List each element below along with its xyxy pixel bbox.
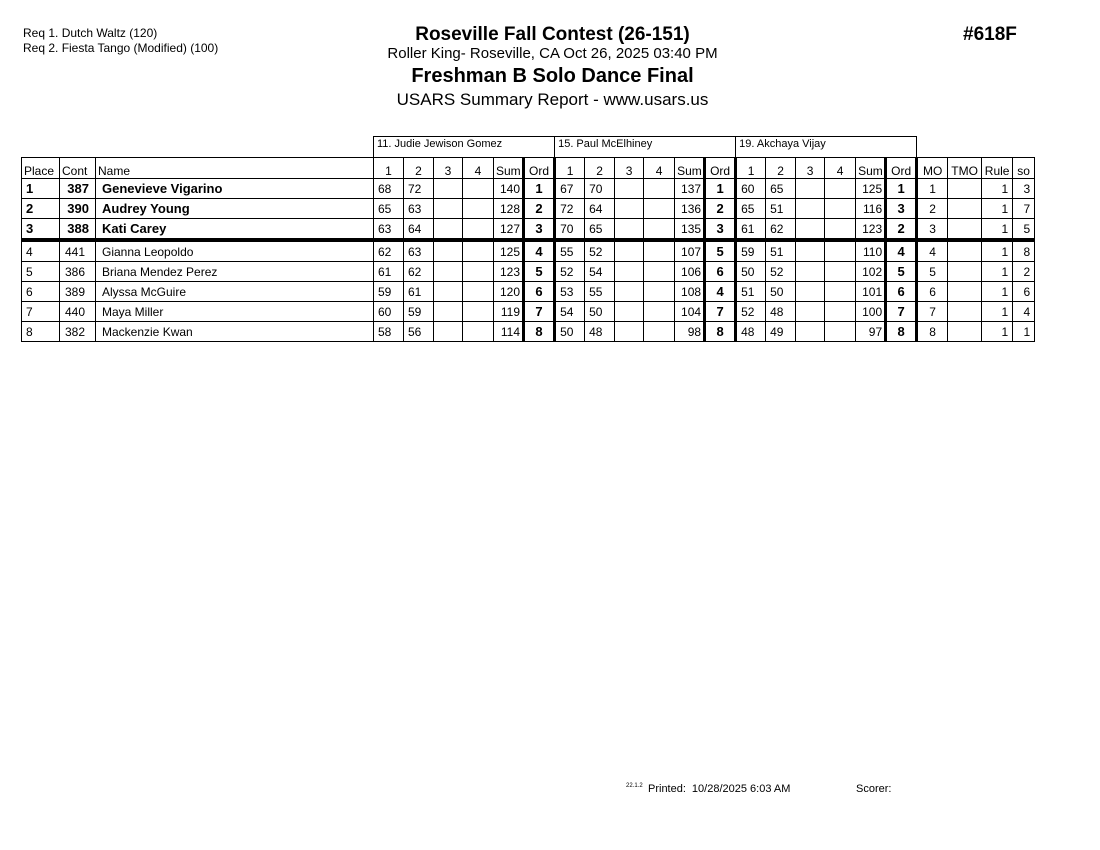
judge-1-name: 11. Judie Jewison Gomez [374, 137, 555, 158]
cell-c3 [796, 240, 825, 262]
cell-rule: 1 [982, 199, 1013, 219]
cell-b2: 70 [585, 179, 615, 199]
cell-tmo [948, 199, 982, 219]
cell-b4 [644, 282, 675, 302]
cell-cord: 6 [886, 282, 917, 302]
cell-cont: 441 [60, 240, 96, 262]
cell-aord: 8 [524, 322, 555, 342]
cell-b4 [644, 219, 675, 241]
cell-bsum: 137 [675, 179, 705, 199]
col-so: so [1013, 158, 1035, 179]
cell-b4 [644, 240, 675, 262]
cell-a2: 56 [404, 322, 434, 342]
cell-bsum: 104 [675, 302, 705, 322]
cell-c4 [825, 262, 856, 282]
cell-so: 2 [1013, 262, 1035, 282]
cell-csum: 102 [856, 262, 886, 282]
cell-b1: 67 [555, 179, 585, 199]
cell-bord: 4 [705, 282, 736, 302]
cell-c4 [825, 322, 856, 342]
table-row [22, 302, 1035, 322]
table-row [22, 262, 1035, 282]
cell-place: 5 [22, 262, 60, 282]
cell-tmo [948, 179, 982, 199]
cell-mo: 2 [917, 199, 948, 219]
cell-name: Audrey Young [96, 199, 374, 219]
cell-b3 [615, 262, 644, 282]
cell-cont: 440 [60, 302, 96, 322]
cell-aord: 3 [524, 219, 555, 241]
cell-so: 1 [1013, 322, 1035, 342]
cell-bord: 5 [705, 240, 736, 262]
col-j3-4: 4 [825, 158, 856, 179]
cell-a2: 61 [404, 282, 434, 302]
cell-mo: 7 [917, 302, 948, 322]
result-rows [22, 179, 1035, 342]
col-j1-2: 2 [404, 158, 434, 179]
cell-b1: 55 [555, 240, 585, 262]
cell-c1: 50 [736, 262, 766, 282]
judge-3-name: 19. Akchaya Vijay [736, 137, 917, 158]
cell-tmo [948, 302, 982, 322]
cell-a1: 61 [374, 262, 404, 282]
cell-cord: 7 [886, 302, 917, 322]
col-j1-sum: Sum [494, 158, 524, 179]
cell-c3 [796, 282, 825, 302]
cell-aord: 1 [524, 179, 555, 199]
cell-cont: 382 [60, 322, 96, 342]
cell-c2: 51 [766, 240, 796, 262]
cell-tmo [948, 282, 982, 302]
cell-b3 [615, 240, 644, 262]
cell-tmo [948, 219, 982, 241]
cell-asum: 119 [494, 302, 524, 322]
cell-b4 [644, 322, 675, 342]
cell-b3 [615, 179, 644, 199]
cell-b1: 54 [555, 302, 585, 322]
cell-csum: 116 [856, 199, 886, 219]
col-j3-sum: Sum [856, 158, 886, 179]
cell-cord: 3 [886, 199, 917, 219]
cell-b4 [644, 179, 675, 199]
cell-csum: 123 [856, 219, 886, 241]
cell-a4 [463, 302, 494, 322]
cell-bsum: 135 [675, 219, 705, 241]
cell-tmo [948, 262, 982, 282]
cell-c2: 50 [766, 282, 796, 302]
cell-cont: 388 [60, 219, 96, 241]
cell-cont: 387 [60, 179, 96, 199]
col-j1-ord: Ord [524, 158, 555, 179]
cell-a1: 62 [374, 240, 404, 262]
cell-name: Briana Mendez Perez [96, 262, 374, 282]
report-title: USARS Summary Report - www.usars.us [396, 90, 709, 109]
cell-bord: 3 [705, 219, 736, 241]
col-j2-ord: Ord [705, 158, 736, 179]
cell-b3 [615, 199, 644, 219]
cell-rule: 1 [982, 282, 1013, 302]
cell-asum: 140 [494, 179, 524, 199]
col-rule: Rule [982, 158, 1013, 179]
cell-a4 [463, 282, 494, 302]
cell-c4 [825, 219, 856, 241]
col-j3-ord: Ord [886, 158, 917, 179]
cell-mo: 3 [917, 219, 948, 241]
cell-b3 [615, 282, 644, 302]
cell-csum: 125 [856, 179, 886, 199]
cell-mo: 1 [917, 179, 948, 199]
cell-a2: 63 [404, 240, 434, 262]
cell-c3 [796, 302, 825, 322]
cell-b1: 70 [555, 219, 585, 241]
cell-aord: 2 [524, 199, 555, 219]
cell-a4 [463, 199, 494, 219]
cell-c2: 51 [766, 199, 796, 219]
cell-a1: 60 [374, 302, 404, 322]
col-j1-3: 3 [434, 158, 463, 179]
cell-c1: 51 [736, 282, 766, 302]
contest-title: Roseville Fall Contest (26-151) [415, 24, 690, 45]
cell-a3 [434, 240, 463, 262]
cell-name: Mackenzie Kwan [96, 322, 374, 342]
cell-mo: 8 [917, 322, 948, 342]
cell-c2: 65 [766, 179, 796, 199]
cell-bsum: 108 [675, 282, 705, 302]
software-version: 22.1.2 [626, 783, 643, 789]
cell-c2: 48 [766, 302, 796, 322]
cell-rule: 1 [982, 219, 1013, 241]
cell-b2: 48 [585, 322, 615, 342]
col-j3-1: 1 [736, 158, 766, 179]
cell-asum: 127 [494, 219, 524, 241]
col-j3-3: 3 [796, 158, 825, 179]
cell-mo: 6 [917, 282, 948, 302]
event-code: #618F [963, 24, 1017, 45]
cell-cord: 2 [886, 219, 917, 241]
cell-c3 [796, 322, 825, 342]
event-title: Freshman B Solo Dance Final [411, 65, 694, 87]
cell-b2: 50 [585, 302, 615, 322]
printed-timestamp [648, 782, 790, 796]
cell-cord: 4 [886, 240, 917, 262]
cell-a3 [434, 179, 463, 199]
cell-c3 [796, 262, 825, 282]
cell-bsum: 106 [675, 262, 705, 282]
cell-asum: 114 [494, 322, 524, 342]
cell-a3 [434, 199, 463, 219]
cell-a2: 72 [404, 179, 434, 199]
table-row [22, 219, 1035, 241]
cell-b4 [644, 302, 675, 322]
col-j1-1: 1 [374, 158, 404, 179]
cell-name: Gianna Leopoldo [96, 240, 374, 262]
cell-asum: 120 [494, 282, 524, 302]
cell-a2: 64 [404, 219, 434, 241]
cell-c3 [796, 179, 825, 199]
cell-b3 [615, 302, 644, 322]
cell-a3 [434, 219, 463, 241]
cell-place: 8 [22, 322, 60, 342]
cell-cord: 5 [886, 262, 917, 282]
requirement-1: Req 1. Dutch Waltz (120) [23, 26, 158, 40]
cell-so: 5 [1013, 219, 1035, 241]
cell-a4 [463, 179, 494, 199]
cell-a1: 63 [374, 219, 404, 241]
cell-name: Alyssa McGuire [96, 282, 374, 302]
cell-a3 [434, 262, 463, 282]
cell-c2: 52 [766, 262, 796, 282]
cell-a4 [463, 219, 494, 241]
printed-label: Printed: [648, 783, 686, 795]
cell-b2: 55 [585, 282, 615, 302]
cell-place: 6 [22, 282, 60, 302]
cell-c2: 62 [766, 219, 796, 241]
cell-asum: 128 [494, 199, 524, 219]
col-cont: Cont [60, 158, 96, 179]
cell-c4 [825, 179, 856, 199]
cell-rule: 1 [982, 262, 1013, 282]
cell-bord: 1 [705, 179, 736, 199]
col-mo: MO [917, 158, 948, 179]
cell-aord: 4 [524, 240, 555, 262]
table-row [22, 240, 1035, 262]
cell-a1: 59 [374, 282, 404, 302]
cell-b1: 50 [555, 322, 585, 342]
cell-bord: 7 [705, 302, 736, 322]
cell-a1: 58 [374, 322, 404, 342]
results-table [21, 136, 1035, 342]
cell-c1: 65 [736, 199, 766, 219]
cell-c1: 60 [736, 179, 766, 199]
printed-value: 10/28/2025 6:03 AM [691, 783, 791, 795]
cell-tmo [948, 240, 982, 262]
cell-rule: 1 [982, 240, 1013, 262]
col-j3-2: 2 [766, 158, 796, 179]
cell-aord: 5 [524, 262, 555, 282]
cell-rule: 1 [982, 302, 1013, 322]
cell-bord: 8 [705, 322, 736, 342]
cell-a3 [434, 282, 463, 302]
cell-b2: 64 [585, 199, 615, 219]
cell-c3 [796, 219, 825, 241]
cell-csum: 110 [856, 240, 886, 262]
cell-so: 4 [1013, 302, 1035, 322]
col-j2-3: 3 [615, 158, 644, 179]
cell-rule: 1 [982, 179, 1013, 199]
cell-c4 [825, 199, 856, 219]
cell-c1: 59 [736, 240, 766, 262]
cell-a2: 62 [404, 262, 434, 282]
cell-a3 [434, 302, 463, 322]
cell-b2: 65 [585, 219, 615, 241]
cell-place: 1 [22, 179, 60, 199]
cell-c2: 49 [766, 322, 796, 342]
cell-csum: 100 [856, 302, 886, 322]
cell-c4 [825, 240, 856, 262]
cell-b1: 72 [555, 199, 585, 219]
cell-place: 3 [22, 219, 60, 241]
table-row [22, 179, 1035, 199]
cell-cont: 386 [60, 262, 96, 282]
cell-b1: 53 [555, 282, 585, 302]
cell-b3 [615, 219, 644, 241]
judge-2-name: 15. Paul McElhiney [555, 137, 736, 158]
col-place: Place [22, 158, 60, 179]
cell-name: Kati Carey [96, 219, 374, 241]
col-name: Name [96, 158, 374, 179]
cell-so: 6 [1013, 282, 1035, 302]
cell-bsum: 136 [675, 199, 705, 219]
cell-place: 7 [22, 302, 60, 322]
cell-aord: 6 [524, 282, 555, 302]
cell-c1: 52 [736, 302, 766, 322]
cell-a2: 59 [404, 302, 434, 322]
cell-cont: 389 [60, 282, 96, 302]
cell-a1: 65 [374, 199, 404, 219]
cell-tmo [948, 322, 982, 342]
col-j1-4: 4 [463, 158, 494, 179]
cell-b4 [644, 262, 675, 282]
cell-a4 [463, 322, 494, 342]
cell-place: 2 [22, 199, 60, 219]
requirement-2: Req 2. Fiesta Tango (Modified) (100) [23, 41, 219, 55]
cell-mo: 4 [917, 240, 948, 262]
cell-c4 [825, 282, 856, 302]
cell-name: Maya Miller [96, 302, 374, 322]
table-row [22, 282, 1035, 302]
cell-so: 3 [1013, 179, 1035, 199]
cell-name: Genevieve Vigarino [96, 179, 374, 199]
cell-c1: 61 [736, 219, 766, 241]
cell-csum: 97 [856, 322, 886, 342]
cell-rule: 1 [982, 322, 1013, 342]
cell-bord: 2 [705, 199, 736, 219]
cell-a3 [434, 322, 463, 342]
table-row [22, 322, 1035, 342]
cell-bsum: 98 [675, 322, 705, 342]
scorer-label: Scorer: [856, 783, 892, 795]
col-tmo: TMO [948, 158, 982, 179]
venue-datetime: Roller King- Roseville, CA Oct 26, 2025 03:40 PM [387, 45, 718, 62]
cell-b1: 52 [555, 262, 585, 282]
cell-c1: 48 [736, 322, 766, 342]
table-row [22, 199, 1035, 219]
cell-cord: 1 [886, 179, 917, 199]
cell-bsum: 107 [675, 240, 705, 262]
judge-header-row [22, 137, 1035, 158]
column-header-row [22, 158, 1035, 179]
cell-c3 [796, 199, 825, 219]
col-j2-4: 4 [644, 158, 675, 179]
cell-b3 [615, 322, 644, 342]
cell-a1: 68 [374, 179, 404, 199]
cell-so: 8 [1013, 240, 1035, 262]
cell-bord: 6 [705, 262, 736, 282]
cell-asum: 125 [494, 240, 524, 262]
cell-place: 4 [22, 240, 60, 262]
cell-csum: 101 [856, 282, 886, 302]
cell-a2: 63 [404, 199, 434, 219]
cell-so: 7 [1013, 199, 1035, 219]
cell-c4 [825, 302, 856, 322]
cell-a4 [463, 240, 494, 262]
col-j2-2: 2 [585, 158, 615, 179]
cell-b2: 54 [585, 262, 615, 282]
cell-cont: 390 [60, 199, 96, 219]
cell-asum: 123 [494, 262, 524, 282]
col-j2-sum: Sum [675, 158, 705, 179]
cell-aord: 7 [524, 302, 555, 322]
cell-b4 [644, 199, 675, 219]
cell-a4 [463, 262, 494, 282]
col-j2-1: 1 [555, 158, 585, 179]
cell-mo: 5 [917, 262, 948, 282]
cell-b2: 52 [585, 240, 615, 262]
cell-cord: 8 [886, 322, 917, 342]
